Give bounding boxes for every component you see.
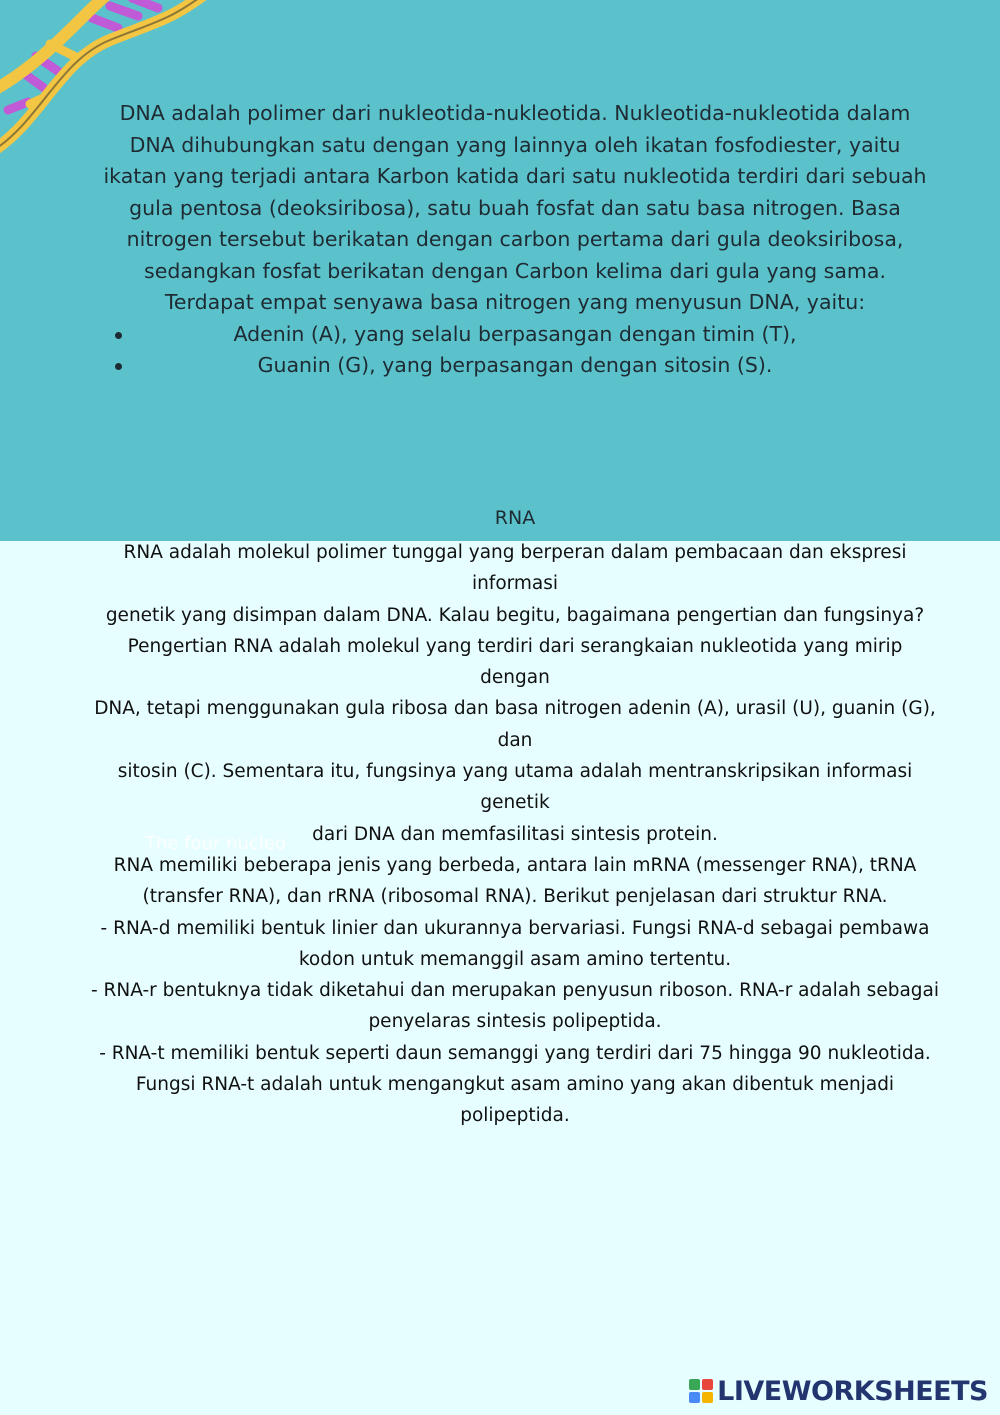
rna-line: sitosin (C). Sementara itu, fungsinya yang utama adalah mentranskripsikan informasi genetik (117, 761, 913, 814)
faded-overlay-text: The four nucleo (145, 833, 286, 854)
rna-line: RNA memiliki beberapa jenis yang berbeda, antara lain mRNA (messenger RNA), tRNA (113, 854, 917, 876)
rna-line: Fungsi RNA-t adalah untuk mengangkut asam amino yang akan dibentuk menjadi polipeptida. (135, 1074, 895, 1127)
base-pair-text: Adenin (A), yang selalu berpasangan dengan timin (T), (233, 321, 797, 346)
logo-tile (689, 1379, 700, 1390)
logo-tile (689, 1392, 700, 1403)
rna-line: DNA, tetapi menggunakan gula ribosa dan basa nitrogen adenin (A), urasil (U), guanin (G), dan (94, 698, 936, 751)
rna-line: penyelaras sintesis polipeptida. (368, 1011, 662, 1033)
rna-heading: RNA (494, 507, 536, 529)
liveworksheets-logo-icon (689, 1379, 713, 1403)
base-pair-list (95, 319, 935, 382)
dna-paragraph-line: DNA adalah polimer dari nukleotida-nukleotida. Nukleotida-nukleotida dalam (119, 101, 911, 125)
logo-tile (702, 1392, 713, 1403)
dna-paragraph-line: ikatan yang terjadi antara Karbon katida dari satu nukleotida terdiri dari sebuah (103, 164, 927, 188)
rna-line: genetik yang disimpan dalam DNA. Kalau begitu, bagaimana pengertian dan fungsinya? (105, 604, 925, 626)
dna-paragraph-line: gula pentosa (deoksiribosa), satu buah fosfat dan satu basa nitrogen. Basa (129, 195, 901, 220)
brand-name: LIVEWORKSHEETS (717, 1375, 988, 1407)
rna-line: Pengertian RNA adalah molekul yang terdiri dari serangkaian nukleotida yang mirip dengan (127, 635, 903, 689)
rna-line: kodon untuk memanggil asam amino tertentu. (298, 948, 732, 970)
dna-paragraph-line: DNA dihubungkan satu dengan yang lainnya oleh ikatan fosfodiester, yaitu (129, 132, 901, 157)
liveworksheets-branding[interactable] (689, 1375, 988, 1407)
dna-paragraph-line: nitrogen tersebut berikatan dengan carbon pertama dari gula deoksiribosa, (126, 227, 904, 251)
bullet-icon (115, 363, 122, 370)
bullet-icon (115, 332, 122, 339)
dna-paragraph-line: Terdapat empat senyawa basa nitrogen yang menyusun DNA, yaitu: (164, 290, 866, 314)
base-pair-item (95, 319, 935, 351)
rna-line: - RNA-d memiliki bentuk linier dan ukurannya bervariasi. Fungsi RNA-d sebagai pembawa (100, 917, 930, 939)
base-pair-text: Guanin (G), yang berpasangan dengan sitosin (S). (257, 353, 773, 377)
rna-line: (transfer RNA), dan rRNA (ribosomal RNA). Berikut penjelasan dari struktur RNA. (142, 886, 888, 908)
rna-line: - RNA-t memiliki bentuk seperti daun semanggi yang terdiri dari 75 hingga 90 nukleotida. (99, 1042, 931, 1064)
logo-tile (702, 1379, 713, 1390)
dna-paragraph-line: sedangkan fosfat berikatan dengan Carbon kelima dari gula yang sama. (144, 258, 886, 283)
rna-line: dari DNA dan memfasilitasi sintesis protein. (312, 823, 718, 845)
rna-line: RNA adalah molekul polimer tunggal yang berperan dalam pembacaan dan ekspresi informasi (123, 542, 907, 595)
base-pair-item (95, 350, 935, 382)
dna-description (95, 98, 935, 382)
rna-line: - RNA-r bentuknya tidak diketahui dan merupakan penyusun riboson. RNA-r adalah sebagai (90, 980, 940, 1002)
